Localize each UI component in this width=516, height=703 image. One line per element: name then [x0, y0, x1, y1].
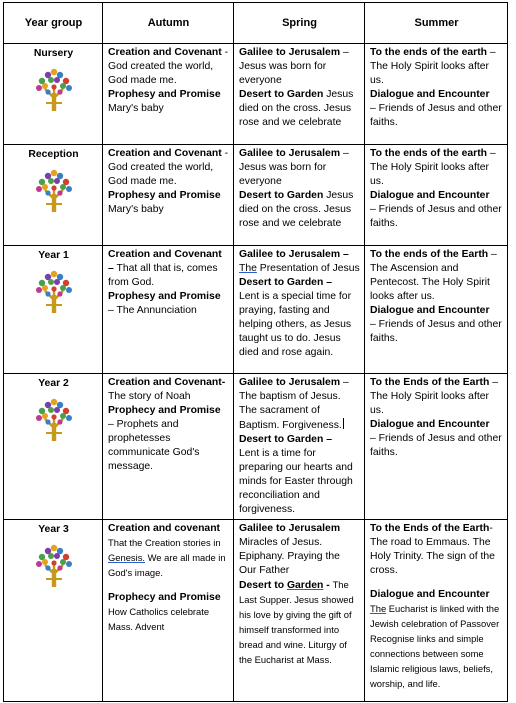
topic-text: The — [370, 603, 387, 614]
autumn-cell — [103, 145, 234, 246]
topic-text: – The baptism of Jesus. The sacrament of Baptism. Forgiveness. — [239, 377, 349, 431]
topic-text: Genesis. — [108, 552, 145, 563]
year-cell — [4, 246, 103, 374]
topic-text: That all that is, comes from God. — [108, 263, 218, 288]
summer-cell — [365, 520, 508, 702]
topic-title: Dialogue and Encounter — [370, 589, 490, 600]
summer-cell — [365, 374, 508, 520]
tree-logo-icon — [33, 543, 75, 587]
topic-title: - — [323, 580, 333, 591]
topic-title: Garden — [286, 580, 324, 591]
topic-text: How Catholics celebrate Mass. Advent — [108, 606, 210, 632]
spring-cell — [234, 44, 365, 145]
header-spring: Spring — [234, 3, 365, 44]
header-summer: Summer — [365, 3, 508, 44]
topic-title: Galilee to Jerusalem — [239, 377, 341, 388]
table-row — [4, 520, 508, 702]
topic-text: Lent is a special time for praying, fasting and helping others, as Jesus taught us to do. Jesus died and rose again. — [239, 291, 352, 358]
topic-title: Prophecy and Promise — [108, 592, 221, 603]
table-row — [4, 145, 508, 246]
topic-text: – Friends of Jesus and other faiths. — [370, 433, 502, 458]
topic-title: Dialogue and Encounter — [370, 89, 490, 100]
topic-text: Recognise links and simple connections between some Islamic religious laws, beliefs, worship, and life. — [370, 633, 493, 689]
topic-text: The story of Noah — [108, 391, 191, 402]
topic-text: We are all made in God's image. — [108, 552, 226, 578]
topic-text: – Friends of Jesus and other faiths. — [370, 204, 502, 229]
topic-title: Creation and Covenant – — [108, 249, 222, 274]
topic-text: Presentation of Jesus — [256, 263, 360, 274]
year-label: Year 2 — [38, 378, 69, 389]
topic-text: The — [239, 263, 257, 274]
tree-logo-icon — [33, 168, 75, 212]
topic-text: Miracles of Jesus. Epiphany. Praying the Our Father — [239, 537, 340, 576]
topic-title: Creation and Covenant — [108, 148, 222, 159]
year-cell — [4, 44, 103, 145]
summer-cell — [365, 246, 508, 374]
topic-text: – Friends of Jesus and other faiths. — [370, 319, 502, 344]
topic-title: Desert to — [239, 580, 287, 591]
tree-logo-icon — [33, 397, 75, 441]
year-cell — [4, 145, 103, 246]
topic-title: To the Ends of the Earth — [370, 377, 490, 388]
spring-cell — [234, 145, 365, 246]
topic-title: To the ends of the Earth — [370, 249, 489, 260]
topic-text: - God created the world, God made me. — [108, 148, 229, 187]
topic-title: To the Ends of the Earth — [370, 523, 490, 534]
header-row — [4, 3, 508, 44]
topic-text: Mary's baby — [108, 103, 164, 114]
year-cell — [4, 520, 103, 702]
topic-title: Dialogue and Encounter — [370, 419, 490, 430]
topic-text: Jesus died on the cross. Jesus rose and we celebrate — [239, 89, 354, 128]
spring-cell — [234, 246, 365, 374]
topic-text: – The Ascension and Pentecost. The Holy Spirit looks after us. — [370, 249, 497, 302]
topic-text: – The Holy Spirit looks after us. — [370, 47, 496, 86]
topic-title: Creation and covenant — [108, 523, 221, 534]
header-autumn: Autumn — [103, 3, 234, 44]
topic-text: – Jesus was born for everyone — [239, 47, 349, 86]
topic-title: To the ends of the earth — [370, 148, 487, 159]
year-label: Reception — [28, 149, 79, 160]
topic-text: Eucharist is linked with the Jewish celebration of Passover — [370, 603, 500, 629]
year-label: Nursery — [33, 48, 74, 59]
autumn-cell — [103, 44, 234, 145]
topic-title: Desert to Garden — [239, 190, 324, 201]
topic-text: – The Holy Spirit looks after us. — [370, 377, 498, 416]
topic-text: – The Holy Spirit looks after us. — [370, 148, 496, 187]
text-cursor — [343, 418, 344, 429]
year-cell — [4, 374, 103, 520]
year-label: Year 1 — [38, 250, 69, 261]
topic-text: That the Creation stories in — [108, 537, 221, 548]
spring-cell — [234, 520, 365, 702]
topic-title: Galilee to Jerusalem — [239, 249, 341, 260]
tree-logo-icon — [33, 67, 75, 111]
topic-title: Prophesy and Promise — [108, 190, 221, 201]
topic-title: Creation and Covenant — [108, 47, 222, 58]
tree-logo-icon — [33, 269, 75, 313]
autumn-cell — [103, 520, 234, 702]
topic-title: Galilee to Jerusalem — [239, 148, 341, 159]
topic-text: Mary's baby — [108, 204, 164, 215]
topic-title: Prophecy and Promise — [108, 405, 221, 416]
curriculum-table — [3, 2, 508, 702]
topic-title: Desert to Garden – — [239, 277, 332, 288]
spring-cell — [234, 374, 365, 520]
topic-title: Galilee to Jerusalem — [239, 47, 341, 58]
topic-text: Lent is a time for preparing our hearts and minds for Easter through reconciliation and forgiveness. — [239, 448, 353, 515]
topic-text: – Jesus was born for everyone — [239, 148, 349, 187]
topic-text: - God created the world, God made me. — [108, 47, 229, 86]
topic-title: To the ends of the earth — [370, 47, 487, 58]
topic-text: The Last Supper. Jesus showed his love by giving the gift of himself transformed into bread and wine. Liturgy of the Eucharist at Mass. — [239, 579, 354, 665]
topic-text: - The road to Emmaus. The Holy Trinity. The sign of the cross. — [370, 523, 495, 576]
autumn-cell — [103, 246, 234, 374]
topic-title: Prophesy and Promise — [108, 291, 221, 302]
summer-cell — [365, 145, 508, 246]
topic-title: Dialogue and Encounter — [370, 190, 490, 201]
year-label: Year 3 — [38, 524, 69, 535]
topic-title: Galilee to Jerusalem — [239, 523, 341, 534]
topic-text: – Friends of Jesus and other faiths. — [370, 103, 502, 128]
topic-text: – The Annunciation — [108, 305, 197, 316]
topic-title: Desert to Garden – — [239, 434, 332, 445]
table-row — [4, 374, 508, 520]
topic-title: Creation and Covenant- — [108, 377, 226, 388]
summer-cell — [365, 44, 508, 145]
topic-text: – Prophets and prophetesses communicate God's message. — [108, 419, 200, 472]
topic-title: Prophesy and Promise — [108, 89, 221, 100]
topic-text: Jesus died on the cross. Jesus rose and we celebrate — [239, 190, 354, 229]
autumn-cell — [103, 374, 234, 520]
topic-title: Dialogue and Encounter — [370, 305, 490, 316]
topic-title: Desert to Garden — [239, 89, 324, 100]
table-row — [4, 44, 508, 145]
topic-title: – — [340, 249, 349, 260]
table-row — [4, 246, 508, 374]
header-year-group: Year group — [4, 3, 103, 44]
